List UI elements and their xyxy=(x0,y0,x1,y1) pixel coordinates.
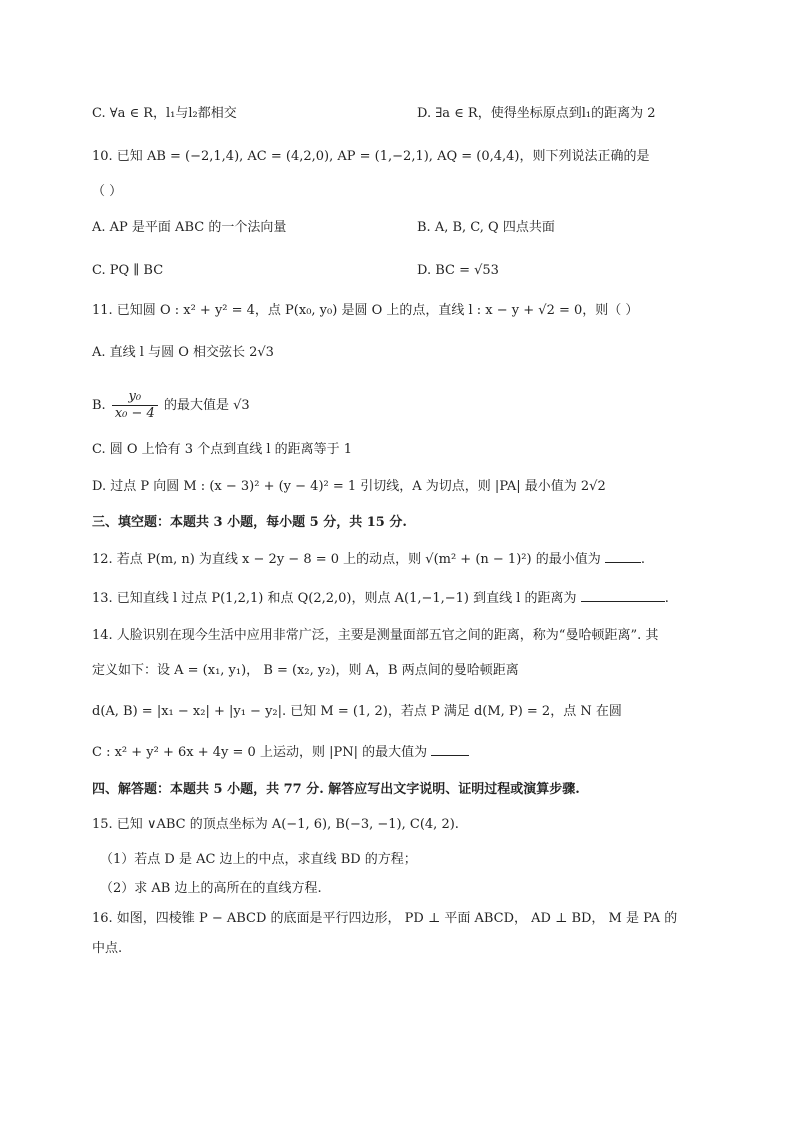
q16-line-1: 16. 如图，四棱锥 P − ABCD 的底面是平行四边形， PD ⊥ 平面 ABCD， AD ⊥ BD， M 是 PA 的 xyxy=(92,911,678,926)
section-4-heading: 四、解答题：本题共 5 小题，共 77 分. 解答应写出文字说明、证明过程或演算步骤. xyxy=(92,782,580,797)
q10-stem: 10. 已知 AB = (−2,1,4), AC = (4,2,0), AP = (1,−2,1), AQ = (0,4,4)，则下列说法正确的是 xyxy=(92,149,650,164)
q14-line-4 xyxy=(92,743,469,763)
q12-text: 12. 若点 P(m, n) 为直线 x − 2y − 8 = 0 上的动点，则 √(m² + (n − 1)²) 的最小值为 xyxy=(92,552,601,567)
q13-period: . xyxy=(664,591,669,606)
fraction-denominator: x₀ − 4 xyxy=(114,406,155,421)
q14-line-3: d(A, B) = |x₁ − x₂| + |y₁ − y₂|. 已知 M = (1, 2)，若点 P 满足 d(M, P) = 2，点 N 在圆 xyxy=(92,704,622,719)
q14-answer-blank[interactable] xyxy=(431,755,469,756)
q10-option-c: C. PQ ∥ BC xyxy=(92,263,164,278)
q11-option-b-fraction xyxy=(112,389,158,422)
q12 xyxy=(92,550,645,570)
q14-line-1: 14. 人脸识别在现今生活中应用非常广泛，主要是测量面部五官之间的距离，称为“曼哈顿距离”. 其 xyxy=(92,628,659,643)
q10-option-d: D. BC = √53 xyxy=(417,263,499,278)
fraction-numerator: y₀ xyxy=(112,389,158,406)
q11-stem: 11. 已知圆 O : x² + y² = 4，点 P(x₀, y₀) 是圆 O 上的点，直线 l : x − y + √2 = 0，则（ ） xyxy=(92,303,639,318)
section-3-heading: 三、填空题：本题共 3 小题，每小题 5 分，共 15 分. xyxy=(92,515,407,530)
q13-text: 13. 已知直线 l 过点 P(1,2,1) 和点 Q(2,2,0)，则点 A(1,−1,−1) 到直线 l 的距离为 xyxy=(92,591,577,606)
q11-option-a: A. 直线 l 与圆 O 相交弦长 2√3 xyxy=(92,345,274,360)
q11-option-c: C. 圆 O 上恰有 3 个点到直线 l 的距离等于 1 xyxy=(92,442,353,457)
q16-line-2: 中点. xyxy=(92,941,123,956)
q14-line-2: 定义如下：设 A = (x₁, y₁)， B = (x₂, y₂)，则 A，B 两点间的曼哈顿距离 xyxy=(92,663,519,678)
q13 xyxy=(92,589,669,609)
q14-line-4-text: C : x² + y² + 6x + 4y = 0 上运动，则 |PN| 的最大值为 xyxy=(92,745,428,760)
q12-answer-blank[interactable] xyxy=(605,562,641,563)
q10-option-b: B. A, B, C, Q 四点共面 xyxy=(417,220,555,235)
q15-stem: 15. 已知 ∨ABC 的顶点坐标为 A(−1, 6), B(−3, −1), C(4, 2). xyxy=(92,817,459,832)
q15-part-2: （2）求 AB 边上的高所在的直线方程. xyxy=(100,881,322,896)
q10-option-a: A. AP 是平面 ABC 的一个法向量 xyxy=(92,220,287,235)
q10-answer-paren: （ ） xyxy=(92,184,123,199)
q11-option-d: D. 过点 P 向圆 M : (x − 3)² + (y − 4)² = 1 引切线，A 为切点，则 |PA| 最小值为 2√2 xyxy=(92,479,606,494)
q11-option-b-label: B. xyxy=(92,398,106,413)
q9-option-d: D. ∃a ∈ R，使得坐标原点到l₁的距离为 2 xyxy=(417,106,656,121)
q12-period: . xyxy=(640,552,645,567)
q11-option-b xyxy=(92,388,250,424)
q15-part-1: （1）若点 D 是 AC 边上的中点，求直线 BD 的方程； xyxy=(100,852,417,867)
q9-option-c: C. ∀a ∈ R，l₁与l₂都相交 xyxy=(92,106,237,121)
q13-answer-blank[interactable] xyxy=(581,601,665,602)
q11-option-b-tail: 的最大值是 √3 xyxy=(163,398,250,413)
